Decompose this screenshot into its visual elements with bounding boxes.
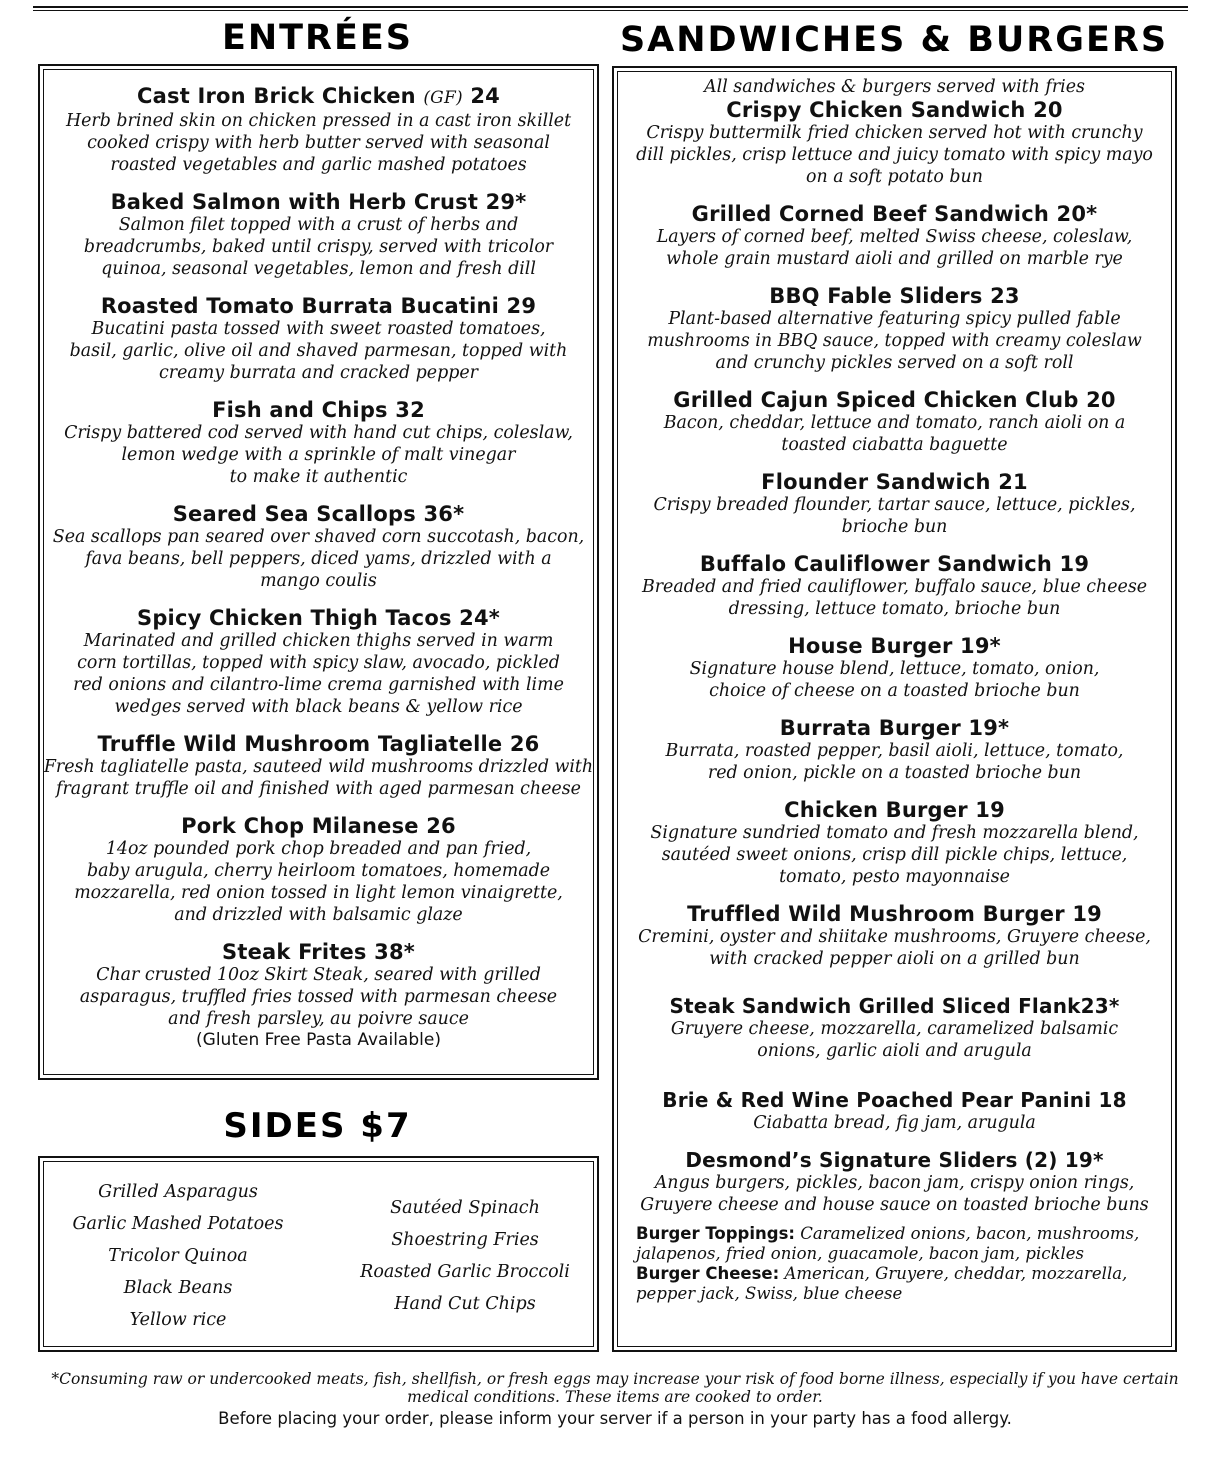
item-heading — [614, 902, 1175, 926]
item-description: Signature house blend, lettuce, tomato, onion, choice of cheese on a toasted brioche bun — [689, 659, 1100, 701]
item-price: 19* — [960, 634, 1001, 658]
menu-item — [40, 398, 597, 488]
item-name: Brie & Red Wine Poached Pear Panini — [662, 1088, 1092, 1112]
item-price: 20 — [1033, 98, 1063, 122]
sandwiches-box — [612, 66, 1177, 1352]
item-heading — [614, 634, 1175, 658]
item-name: Pork Chop Milanese — [181, 814, 419, 838]
item-heading — [40, 398, 597, 422]
item-price: 18 — [1098, 1088, 1127, 1112]
menu-item — [40, 190, 597, 280]
raw-food-warning: *Consuming raw or undercooked meats, fish, shellfish, or fresh eggs may increase your risk of food borne illness, especially if you have certain medical conditions. These items are cooked to order. — [51, 1370, 1179, 1406]
item-description: Crispy battered cod served with hand cut chips, coleslaw, lemon wedge with a sprinkle of malt vinegar to make it authentic — [64, 423, 573, 487]
item-price: 32 — [395, 398, 425, 422]
item-description: Herb brined skin on chicken pressed in a cast iron skillet cooked crispy with herb butter served with seasonal roasted vegetables and garlic mashed potatoes — [65, 111, 572, 175]
menu-item — [614, 1088, 1175, 1134]
sides-box — [38, 1156, 599, 1352]
menu-item — [614, 994, 1175, 1062]
item-price: 19* — [1057, 1148, 1104, 1172]
side-item: Garlic Mashed Potatoes — [72, 1214, 284, 1234]
item-description: Layers of corned beef, melted Swiss cheese, coleslaw, whole grain mustard aioli and grilled on marble rye — [656, 227, 1133, 269]
menu-item — [40, 732, 597, 800]
menu-item — [40, 940, 597, 1030]
item-description: Signature sundried tomato and fresh mozzarella blend, sautéed sweet onions, crisp dill pickle chips, lettuce, tomato, pesto mayonnaise — [650, 823, 1139, 887]
item-price: 19 — [975, 798, 1005, 822]
burger-options — [636, 1224, 1159, 1304]
item-price: 23 — [990, 284, 1020, 308]
item-description: Gruyere cheese, mozzarella, caramelized balsamic onions, garlic aioli and arugula — [670, 1019, 1119, 1061]
side-item: Hand Cut Chips — [394, 1294, 536, 1314]
item-heading — [614, 202, 1175, 226]
toppings-label: Burger Toppings: — [636, 1224, 795, 1243]
item-name: Grilled Corned Beef Sandwich — [691, 202, 1049, 226]
top-rule — [33, 6, 1188, 8]
item-description: Breaded and fried cauliflower, buffalo sauce, blue cheese dressing, lettuce tomato, brioche bun — [641, 577, 1148, 619]
top-rule-thin — [33, 10, 1188, 11]
menu-item — [614, 98, 1175, 188]
menu-item — [614, 202, 1175, 270]
side-item: Roasted Garlic Broccoli — [360, 1262, 570, 1282]
item-name: Baked Salmon with Herb Crust — [110, 190, 479, 214]
item-heading — [40, 814, 597, 838]
item-name: Fish and Chips — [212, 398, 388, 422]
menu-item — [40, 502, 597, 592]
sandwiches-list — [614, 76, 1175, 1230]
item-heading — [614, 716, 1175, 740]
item-name: Buffalo Cauliflower Sandwich — [699, 552, 1053, 576]
item-description: Cremini, oyster and shiitake mushrooms, Gruyere cheese, with cracked pepper aioli on a grilled bun — [638, 927, 1151, 969]
item-description: Crispy breaded flounder, tartar sauce, lettuce, pickles, brioche bun — [653, 495, 1136, 537]
item-heading — [614, 798, 1175, 822]
item-heading — [40, 190, 597, 214]
cheese-label: Burger Cheese: — [636, 1264, 780, 1283]
menu-item — [614, 716, 1175, 784]
menu-item — [614, 388, 1175, 456]
item-name: Crispy Chicken Sandwich — [726, 98, 1026, 122]
item-description: Angus burgers, pickles, bacon jam, crispy onion rings, Gruyere cheese and house sauce on toasted brioche buns — [640, 1173, 1149, 1215]
item-name: House Burger — [788, 634, 953, 658]
item-price: 23* — [1080, 994, 1120, 1018]
menu-item — [40, 84, 597, 176]
item-price: 38* — [374, 940, 415, 964]
item-description: Char crusted 10oz Skirt Steak, seared with grilled asparagus, truffled fries tossed with parmesan cheese and fresh parsley, au poivre sauce — [79, 965, 558, 1029]
item-description: Bacon, cheddar, lettuce and tomato, ranch aioli on a toasted ciabatta baguette — [663, 413, 1126, 455]
item-name: Desmond’s Signature Sliders (2) — [685, 1148, 1058, 1172]
menu-item — [614, 284, 1175, 374]
item-heading — [40, 294, 597, 318]
item-price: 26 — [509, 732, 540, 756]
cheese-text: American, Gruyere, cheddar, mozzarella, pepper jack, Swiss, blue cheese — [636, 1264, 1128, 1303]
side-item: Black Beans — [123, 1278, 233, 1298]
item-heading — [614, 994, 1175, 1018]
item-description: Marinated and grilled chicken thighs served in warm corn tortillas, topped with spicy slaw, avocado, pickled red onions and cilantro-lime crema garnished with lime wedges served with black beans & yellow rice — [73, 631, 564, 717]
item-price: 29 — [506, 294, 537, 318]
item-description: Bucatini pasta tossed with sweet roasted tomatoes, basil, garlic, olive oil and shaved parmesan, topped with creamy burrata and cracked pepper — [69, 319, 568, 383]
item-price: 26 — [426, 814, 456, 838]
item-heading — [614, 552, 1175, 576]
item-name: Grilled Cajun Spiced Chicken Club — [673, 388, 1079, 412]
item-name: Flounder Sandwich — [761, 470, 991, 494]
menu-item — [614, 902, 1175, 970]
item-heading — [614, 470, 1175, 494]
menu-item — [40, 606, 597, 718]
menu-item — [40, 294, 597, 384]
item-price: 20 — [1086, 388, 1116, 412]
side-item: Shoestring Fries — [391, 1230, 539, 1250]
item-heading — [614, 98, 1175, 122]
item-name: Steak Sandwich Grilled Sliced Flank — [669, 994, 1081, 1018]
side-item: Tricolor Quinoa — [108, 1246, 248, 1266]
side-item: Grilled Asparagus — [98, 1182, 258, 1202]
item-description: Salmon filet topped with a crust of herbs and breadcrumbs, baked until crispy, served with tricolor quinoa, seasonal vegetables, lemon and fresh dill — [83, 215, 554, 279]
item-heading — [614, 1148, 1175, 1172]
item-description: Crispy buttermilk fried chicken served hot with crunchy dill pickles, crisp lettuce and juicy tomato with spicy mayo on a soft potato bun — [636, 123, 1153, 187]
item-name: Truffled Wild Mushroom Burger — [687, 902, 1065, 926]
item-heading — [40, 732, 597, 756]
item-description: Plant-based alternative featuring spicy pulled fable mushrooms in BBQ sauce, topped with creamy coleslaw and crunchy pickles served on a soft roll — [647, 309, 1142, 373]
item-name: Burrata Burger — [779, 716, 961, 740]
item-heading — [614, 284, 1175, 308]
item-name: Spicy Chicken Thigh Tacos — [137, 606, 452, 630]
sandwiches-title: SANDWICHES & BURGERS — [619, 20, 1169, 60]
item-heading — [614, 1088, 1175, 1112]
item-description: Fresh tagliatelle pasta, sauteed wild mushrooms drizzled with fragrant truffle oil and finished with aged parmesan cheese — [43, 757, 594, 799]
item-name: Seared Sea Scallops — [172, 502, 416, 526]
sides-title: SIDES $7 — [223, 1106, 412, 1146]
item-heading — [40, 606, 597, 630]
gluten-free-note: (Gluten Free Pasta Available) — [196, 1030, 441, 1050]
item-description: Ciabatta bread, fig jam, arugula — [753, 1113, 1036, 1133]
menu-item — [614, 798, 1175, 888]
toppings-text: Caramelized onions, bacon, mushrooms, jalapenos, fried onion, guacamole, bacon jam, pickles — [636, 1224, 1140, 1263]
sides-right-column — [340, 1192, 590, 1320]
allergy-notice: Before placing your order, please inform your server if a person in your party has a food allergy. — [218, 1409, 1012, 1428]
item-tag: (GF) — [423, 88, 463, 108]
menu-item — [614, 634, 1175, 702]
menu-item — [614, 1148, 1175, 1216]
item-price: 36* — [423, 502, 465, 526]
item-price: 20* — [1056, 202, 1098, 226]
side-item: Yellow rice — [129, 1310, 227, 1330]
item-heading — [40, 84, 597, 110]
fries-note: All sandwiches & burgers served with fries — [704, 77, 1085, 97]
item-price: 19 — [1059, 552, 1090, 576]
item-name: Roasted Tomato Burrata Bucatini — [100, 294, 500, 318]
entrees-title: ENTRÉES — [221, 18, 414, 58]
menu-item — [40, 814, 597, 926]
side-item: Sautéed Spinach — [390, 1198, 540, 1218]
item-heading — [40, 502, 597, 526]
menu-item — [614, 470, 1175, 538]
item-name: BBQ Fable Sliders — [769, 284, 983, 308]
item-price: 19* — [968, 716, 1010, 740]
sides-left-column — [58, 1176, 298, 1336]
item-name: Chicken Burger — [784, 798, 968, 822]
item-price: 29* — [485, 190, 527, 214]
item-description: Sea scallops pan seared over shaved corn succotash, bacon, fava beans, bell peppers, diced yams, drizzled with a mango coulis — [52, 527, 585, 591]
item-description: Burrata, roasted pepper, basil aioli, lettuce, tomato, red onion, pickle on a toasted brioche bun — [665, 741, 1124, 783]
item-description: 14oz pounded pork chop breaded and pan fried, baby arugula, cherry heirloom tomatoes, homemade mozzarella, red onion tossed in light lemon vinaigrette, and drizzled with balsamic glaze — [74, 839, 563, 925]
item-name: Truffle Wild Mushroom Tagliatelle — [97, 732, 503, 756]
item-price: 24* — [459, 606, 500, 630]
menu-item — [614, 552, 1175, 620]
entrees-list — [40, 84, 597, 1044]
item-heading — [614, 388, 1175, 412]
item-name: Steak Frites — [222, 940, 367, 964]
burger-toppings — [636, 1224, 1159, 1264]
item-price: 19 — [1072, 902, 1102, 926]
item-price: 24 — [470, 84, 500, 108]
item-price: 21 — [998, 470, 1028, 494]
item-name: Cast Iron Brick Chicken — [137, 84, 416, 108]
item-heading — [40, 940, 597, 964]
burger-cheese — [636, 1264, 1159, 1304]
entrees-box — [38, 64, 599, 1080]
